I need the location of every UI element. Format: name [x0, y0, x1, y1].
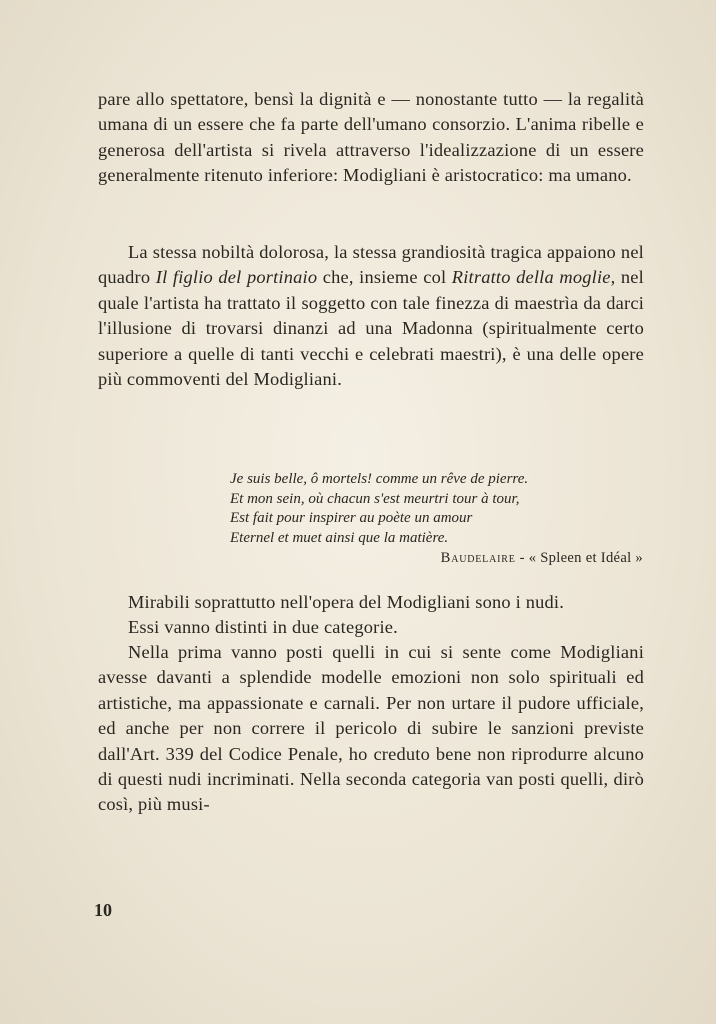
quote-line: Je suis belle, ô mortels! comme un rêve de pierre.: [230, 471, 529, 487]
quote-line: Et mon sein, où chacun s'est meurtri tour à tour,: [230, 490, 520, 507]
attribution-separator: -: [515, 550, 529, 566]
paragraph-2: [98, 240, 644, 392]
paragraph-2-text-c: nel quale l'artista ha trattato il soggetto con tale finezza di maestrìa da darci l'illusione di trovarsi dinanzi ad una Madonna (spiritualmente certo superiore a quelle di tanti vecchi e celebrati maestri), è una delle opere più commoventi del Modigliani.: [98, 267, 644, 390]
page-number: 10: [94, 900, 112, 920]
quote-source: « Spleen et Idéal »: [528, 550, 643, 566]
artwork-title-figlio-del-portinaio: Il figlio del portinaio: [155, 267, 318, 288]
paragraph-2-text-a: La stessa nobiltà dolorosa, la stessa grandiosità tragica appaiono nel quadro: [98, 242, 644, 288]
quote-line: Eternel et muet ainsi que la matière.: [230, 529, 449, 546]
quote-line: Est fait pour inspirer au poète un amour: [230, 510, 473, 527]
paragraph-1: pare allo spettatore, bensì la dignità e — nonostante tutto — la regalità umana di un essere che fa parte dell'umano consorzio. L'anima ribelle e generosa dell'artista si rivela attraverso l'idealizzazione di un essere generalmente ritenuto inferiore: Modigliani è aristocratico: ma umano.: [98, 89, 644, 186]
baudelaire-quote: [230, 470, 645, 548]
paragraph-3: Mirabili soprattutto nell'opera del Modigliani sono i nudi.: [128, 592, 564, 612]
quote-attribution: [230, 550, 643, 567]
quote-author: Baudelaire: [440, 550, 516, 566]
artwork-title-ritratto-della-moglie: Ritratto della moglie,: [451, 267, 616, 288]
paragraph-5: Nella prima vanno posti quelli in cui si sente come Modigliani avesse davanti a splendide modelle emozioni non solo spirituali ed artistiche, ma appassionate e carnali. Per non urtare il pudore ufficiale, ed anche per non correre il pericolo di subire le sanzioni previste dall'Art. 339 del Codice Penale, ho creduto bene non riprodurre alcuno di questi nudi incriminati. Nella seconda categoria van posti quelli, dirò così, più musi-: [98, 642, 644, 815]
paragraph-2-text-b: che, insieme col: [317, 267, 452, 288]
paragraph-4: Essi vanno distinti in due categorie.: [128, 617, 398, 637]
